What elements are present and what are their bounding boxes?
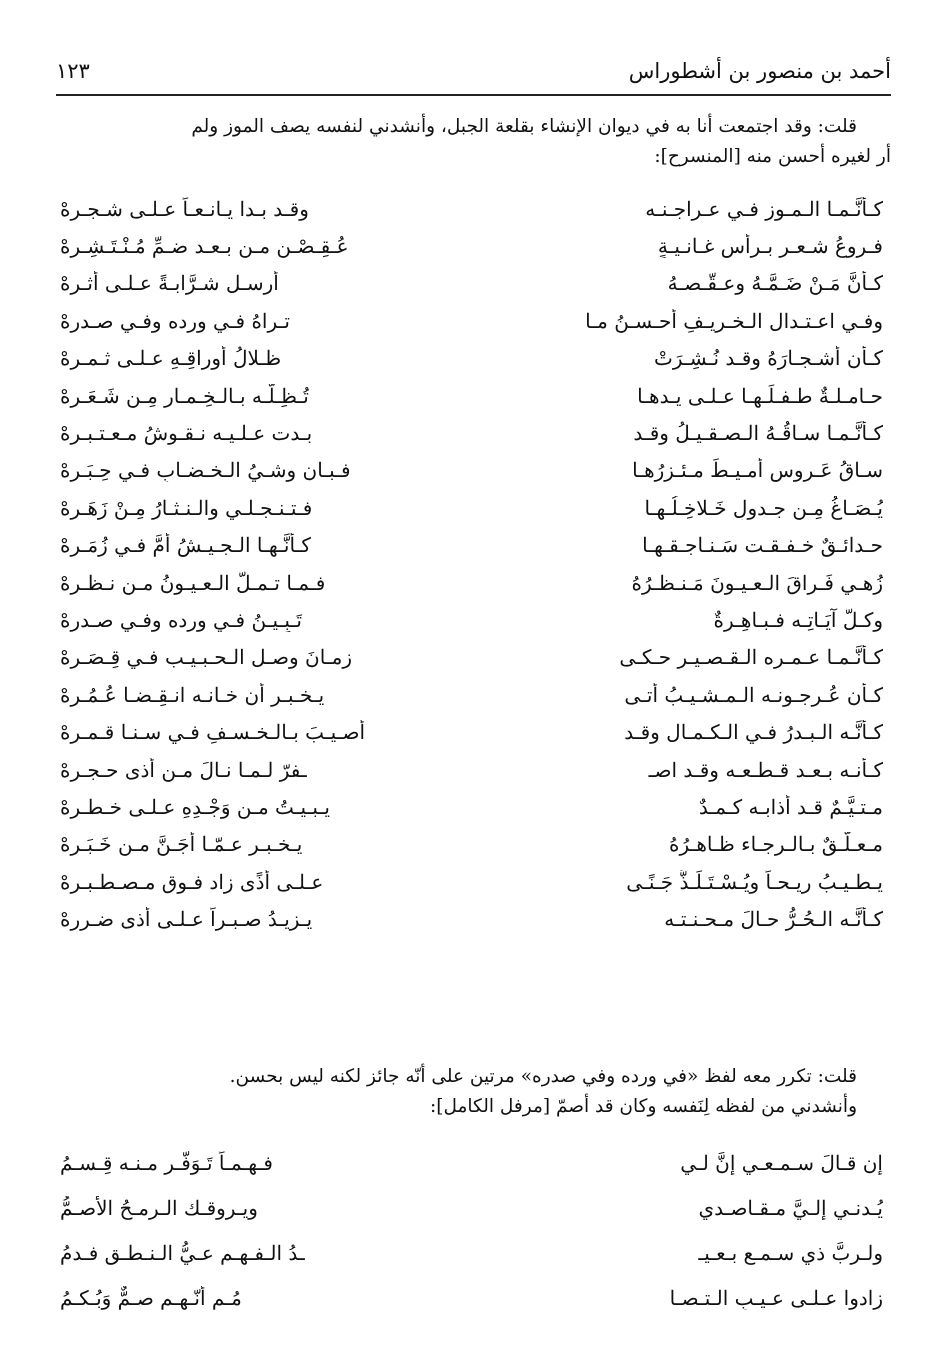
verse-first-hemistich: كـأنَّـمـا الـمـوز فـي عـراجـنـه (645, 196, 883, 221)
verse-first-hemistich: وفـي اعـتـدال الـخـريـفِ أحـسـنُ مـا (585, 308, 883, 333)
verse-first-hemistich: يُـصَـاغُ مِـن جـدولٍ خَـلاخِـلُـهـا (644, 495, 883, 520)
verse (60, 190, 883, 227)
verse (60, 302, 883, 339)
verse-first-hemistich: مـعـلَّـقٌ بـالـرجـاء ظـاهـرُهُ (669, 832, 883, 857)
verse (60, 788, 883, 825)
verse-second-hemistich: فـبـان وشـيُ الـخـضـابِ فـي حِـبَـرِهْ (60, 458, 351, 483)
verse-second-hemistich: عُـقِـصْـن مـن بـعـد ضـمِّ مُـنْـتَـشِـرهْ (60, 234, 349, 259)
verse-first-hemistich: كـأنـه بـعـد قـطـعـه وقـد اصـ (648, 757, 883, 782)
verse-second-hemistich: تـراهُ فـي وِرده وفـي صـدرهْ (60, 308, 290, 333)
verse (60, 826, 883, 863)
verse-second-hemistich: وقـد بـدا يـانـعـاً عـلـى شـجـرهْ (60, 196, 309, 221)
verse (60, 377, 883, 414)
verse (60, 751, 883, 788)
verse-second-hemistich: أُصـيـبَ بـالـخـسـفِ فـي سـنـا قـمـرهْ (60, 720, 366, 745)
verse-second-hemistich: يـخـبـر أن خـانـه انـقِـضـا عُـمُـرِهْ (60, 682, 325, 707)
intro-line-1: قلت: وقد اجتمعت أنا به في ديوان الإنشاء بقلعة الجبل، وأنشدني لنفسه يصف الموز ولم (191, 116, 857, 137)
verse-second-hemistich: ويـروقـك الـرمـحُ الأصـمُّ (60, 1195, 258, 1220)
intro-paragraph (56, 112, 891, 172)
verse-first-hemistich: سـاقُ عَـروس أُمـيـطَ مـئـزرُهـا (632, 458, 883, 483)
verse-second-hemistich: تُـظِـلّـه بـالـخِـمـارِ مِـن شَـعَـرِهْ (60, 383, 309, 408)
verse-second-hemistich: فـمـا تـمـلُّ الـعـيـونُ مـن نـظـرهْ (60, 570, 326, 595)
verse-first-hemistich: كـأنَّ مَـنْ ضَـمَّـهُ وعـقّـصـهُ (667, 271, 883, 296)
verse-second-hemistich: فـتـنـجـلـي والـنـثـارُ مِـنْ زَهَـرهْ (60, 495, 313, 520)
running-header (56, 48, 891, 96)
verse (60, 265, 883, 302)
verse-first-hemistich: كـأنَّـمـا عـمـره الـقـصـيـر حـكـى (619, 645, 883, 670)
verse (60, 452, 883, 489)
verse-first-hemistich: زُهـيِ فَـراقَ الـعـيـونَ مَـنـظـرُهُ (631, 570, 883, 595)
verse (60, 1275, 883, 1320)
verse (60, 1140, 883, 1185)
verse-first-hemistich: مـتـيَّـمٌ قـد أذابـه كـمـدٌ (698, 794, 883, 819)
poem-kamil (60, 1140, 883, 1320)
verse-first-hemistich: كـأنَّـمـا سـاقُـهُ الـصـقـيـلُ وقـد (633, 421, 883, 446)
verse (60, 1230, 883, 1275)
verse-first-hemistich: كـأن أشـجـارَهُ وقـد نُـشِـرَتْ (654, 346, 883, 371)
verse-first-hemistich: كـأن عُـرجـونـه الـمـشـيـبُ أتـى (624, 682, 883, 707)
verse-second-hemistich: يـبـيـتُ مـن وَجْـدِهِ عـلـى خـطـرهْ (60, 794, 330, 819)
verse-first-hemistich: ولـربَّ ذي سـمـعٍ بـعـيـ (698, 1240, 883, 1265)
verse-first-hemistich: يـطـيـبُ ريـحـاً ويُـسْـتَـلَـذُّ جَـنًـى (626, 869, 883, 894)
comment-line-1: قلت: تكرر معه لفظ «في ورده وفي صدره» مرتين على أنّه جائز لكنه ليس بحسن. (229, 1066, 857, 1087)
verse-second-hemistich: فـهـمـاً تَـوَفّـر مـنـه قِـسـمُ (60, 1150, 273, 1175)
comment-paragraph (56, 1062, 891, 1122)
verse (60, 863, 883, 900)
verse (60, 489, 883, 526)
verse (60, 340, 883, 377)
intro-line-2: أر لغيره أحسن منه [المنسرح]: (654, 146, 891, 167)
verse-second-hemistich: ـفرّ لـمـا نـالَ مـن أذى حـجـرهْ (60, 757, 307, 782)
page-number: ١٢٣ (56, 59, 90, 83)
verse-second-hemistich: ـدُ الـفـهـم عـيُّ الـنـطـقِ فـدمُ (60, 1240, 305, 1265)
verse (60, 527, 883, 564)
verse-second-hemistich: بـدت عـلـيـه نـقـوشُ مـعـتـبـرهْ (60, 421, 313, 446)
poem-munsarih (60, 190, 883, 938)
verse (60, 900, 883, 937)
verse-second-hemistich: عـلـى أذًى زاد فـوق مـصـطـبـرهْ (60, 869, 324, 894)
verse-second-hemistich: يـزيـدُ صـبـراً عـلـى أذى ضـررهْ (60, 907, 313, 932)
verse-first-hemistich: كـأنَّـه الـبـدرُ فـي الـكـمـال وقـد (624, 720, 883, 745)
verse-second-hemistich: ظـلالُ أوراقِـهِ عـلـى ثـمـرهْ (60, 346, 282, 371)
verse-first-hemistich: فـروعُ شـعـرٍ بـرأسِ غـانـيـةٍ (657, 234, 883, 259)
verse-first-hemistich: حـدائـقٌ خـفـقـت سَـنـاجـقـهـا (642, 533, 883, 558)
verse-second-hemistich: زمـانَ وصـلِ الـحـبـيـب فـي قِـصَـرِهْ (60, 645, 353, 670)
verse-first-hemistich: إن قـالَ سـمـعـي إنَّ لـي (680, 1150, 883, 1175)
verse-first-hemistich: وكـلُّ آيَـاتِـه فـبـاهِـرةٌ (713, 607, 883, 632)
verse (60, 414, 883, 451)
verse (60, 601, 883, 638)
verse-second-hemistich: مُـمِ أنّـهـم صـمٌّ وَبُـكـمُ (60, 1285, 242, 1310)
verse (60, 713, 883, 750)
verse (60, 227, 883, 264)
verse-second-hemistich: كـأنَّـهـا الـجـيـشُ أمَّ فـي زُمَـرِهْ (60, 533, 311, 558)
verse-first-hemistich: كـأنَّـه الـحُـرُّ حـالَ مـحـنـتـه (664, 907, 883, 932)
comment-line-2: وأنشدني من لفظه لِنَفسه وكان قد أصمّ [مرفل الكامل]: (430, 1096, 857, 1117)
verse-first-hemistich: زادوا عـلـى عـيـبِ الـتـصـا (669, 1285, 883, 1310)
verse-first-hemistich: يُـدنـي إلـيَّ مـقـاصـدي (698, 1195, 883, 1220)
verse-second-hemistich: أرسـل شـرَّابـةً عـلـى أثـرهْ (60, 271, 279, 296)
verse-second-hemistich: يـخـبـر عـمّـا أجَـنَّ مـن خَـبَـرِهْ (60, 832, 303, 857)
verse-second-hemistich: تَـبِـيـنُ فـي ورده وفـي صـدرهْ (60, 607, 302, 632)
running-title: أحمد بن منصور بن أشطوراس (628, 59, 891, 83)
verse (60, 676, 883, 713)
verse (60, 1185, 883, 1230)
verse (60, 564, 883, 601)
verse-first-hemistich: حـامـلـةٌ طـفـلَـهـا عـلـى يـدهـا (637, 383, 883, 408)
verse (60, 639, 883, 676)
